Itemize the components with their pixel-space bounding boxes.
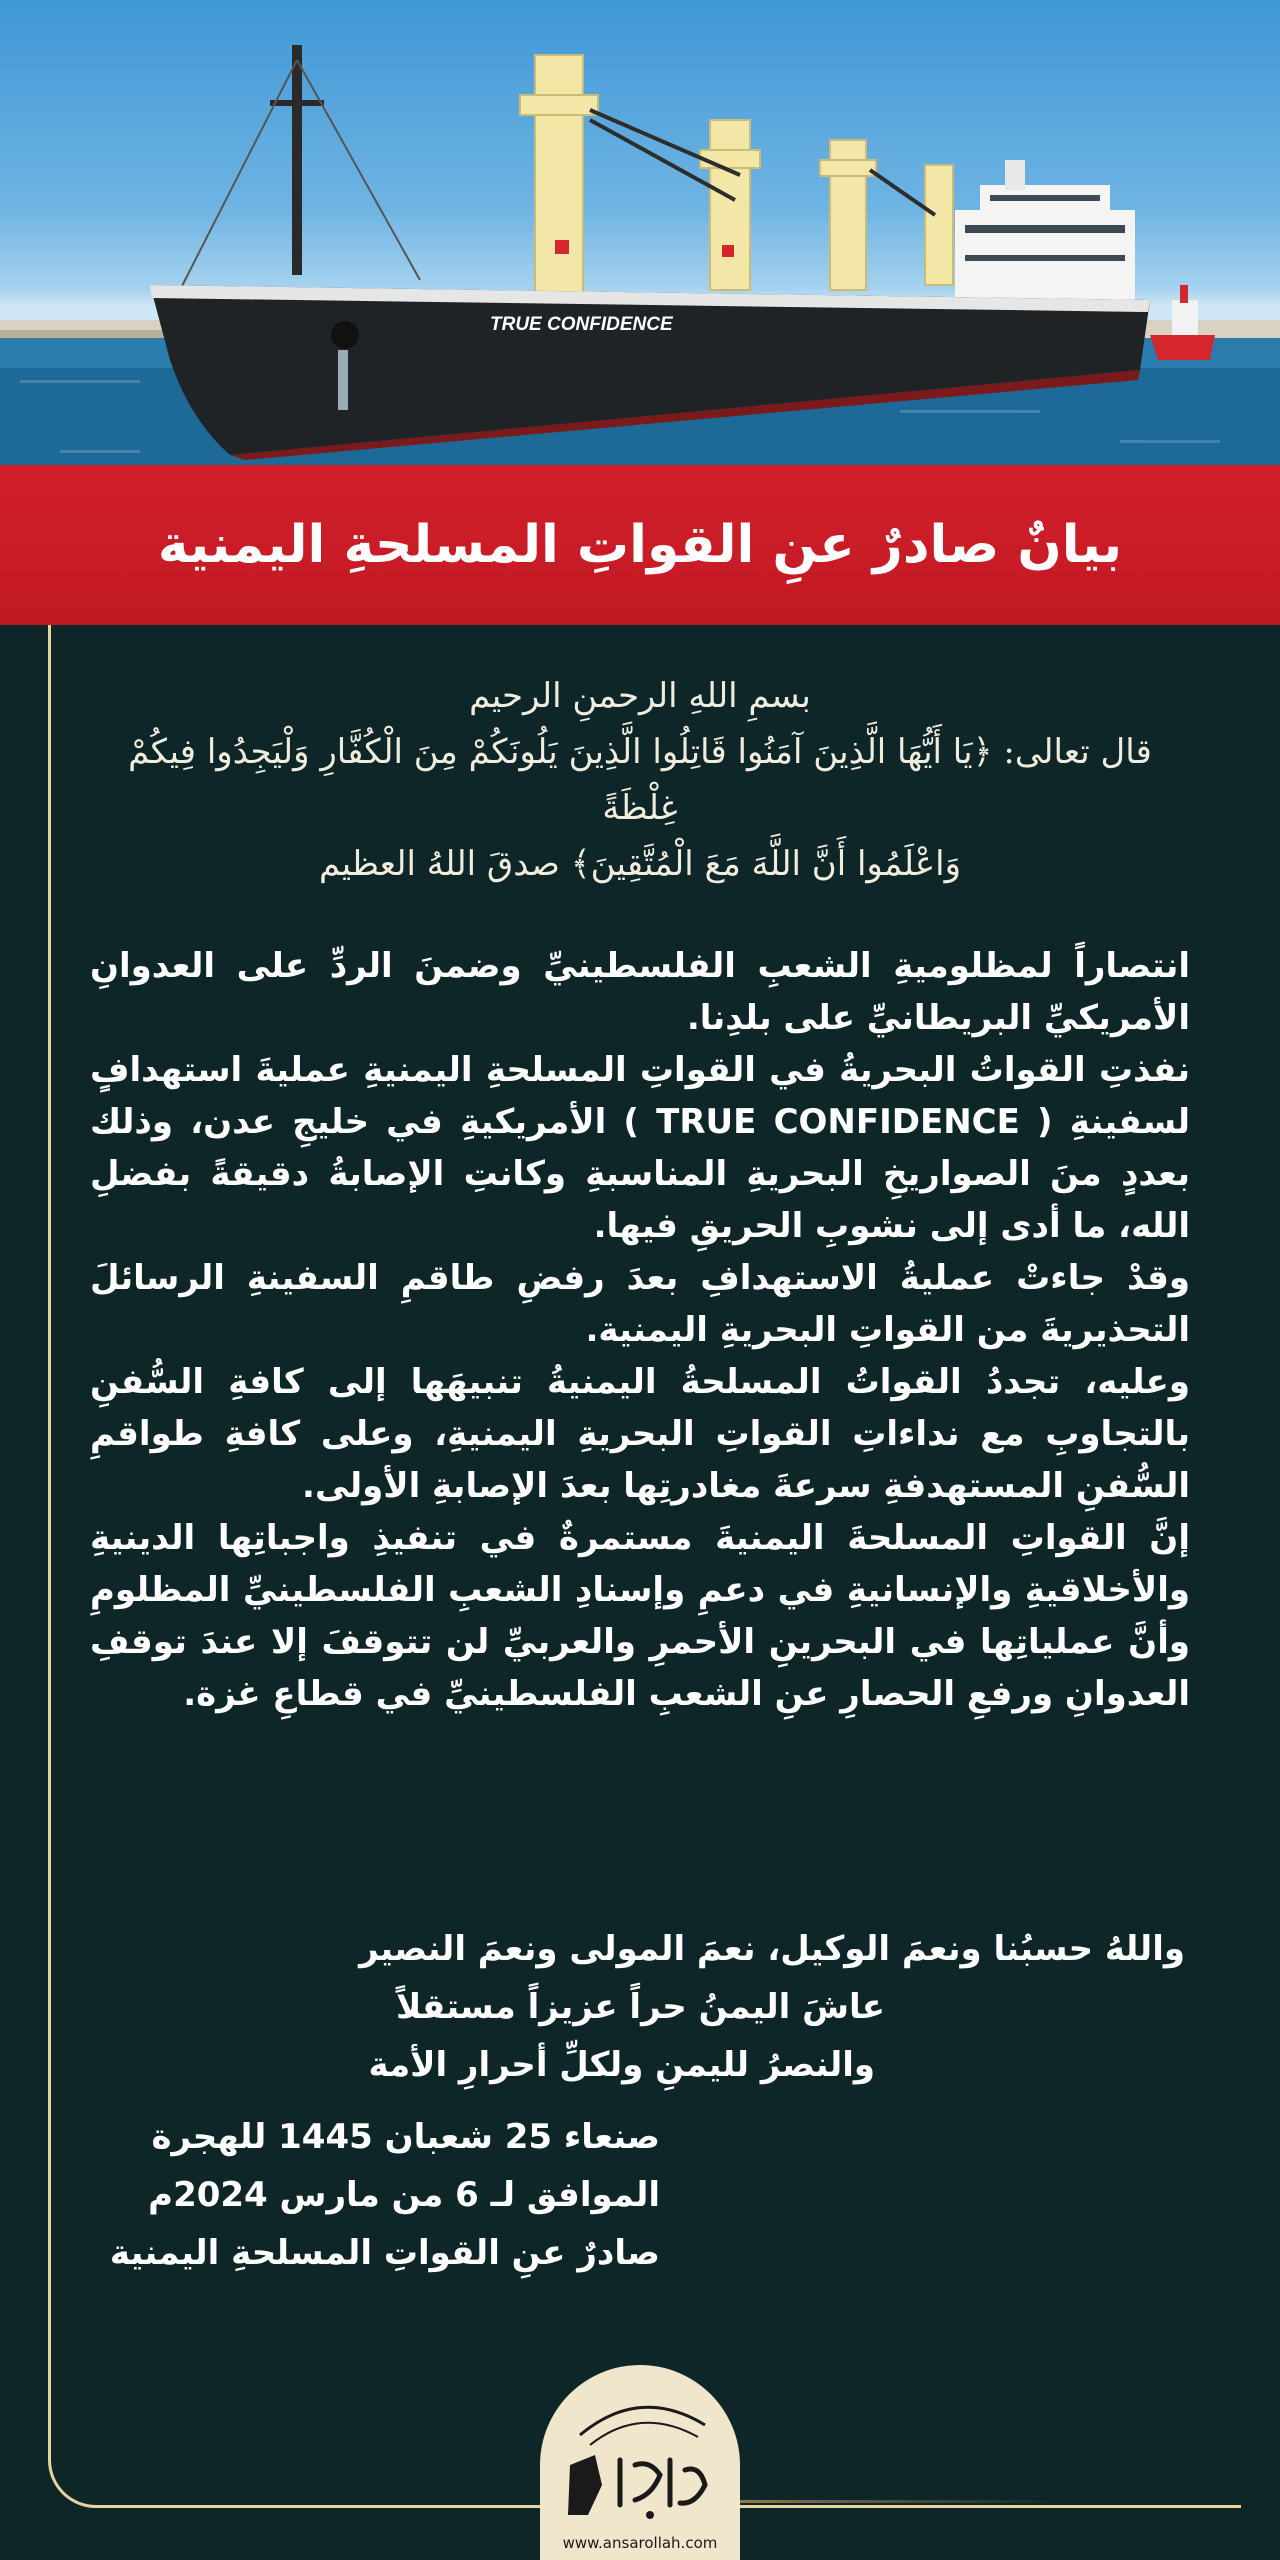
closing-line-3: والنصرُ لليمنِ ولكلِّ أحرارِ الأمة bbox=[368, 2045, 875, 2085]
statement-paragraph: وعليه، تجددُ القواتُ المسلحةُ اليمنيةُ تنبيهَها إلى كافةِ السُّفنِ بالتجاوبِ مع نداءاتِ القواتِ البحريةِ اليمنيةِ، وعلى كافةِ طواقمِ السُّفنِ المستهدفةِ سرعةَ مغادرتِها بعدَ الإصابةِ الأولى. bbox=[90, 1362, 1190, 1506]
quran-verse-line-2: وَاعْلَمُوا أَنَّ اللَّهَ مَعَ الْمُتَّقِينَ﴾ صدقَ اللهُ العظيم bbox=[318, 844, 962, 884]
quran-verse-line-1: قال تعالى: ﴿يَا أَيُّهَا الَّذِينَ آمَنُوا قَاتِلُوا الَّذِينَ يَلُونَكُمْ مِنَ الْكُفَّارِ وَلْيَجِدُوا فِيكُمْ غِلْظَةً bbox=[128, 732, 1152, 828]
logo-emblem-icon bbox=[540, 2365, 740, 2535]
ship-name-text: TRUE CONFIDENCE bbox=[490, 314, 673, 335]
statement-body bbox=[90, 940, 1190, 1720]
statement-paragraph: نفذتِ القواتُ البحريةُ في القواتِ المسلحةِ اليمنيةِ عمليةَ استهدافٍ لسفينةِ ( TRUE CONFIDENCE ) الأمريكيةِ في خليجِ عدن، وذلك بعددٍ منَ الصواريخِ البحريةِ المناسبةِ وكانتِ الإصابةُ دقيقةً بفضلِ الله، ما أدى إلى نشوبِ الحريقِ فيها. bbox=[90, 1050, 1190, 1246]
closing-block bbox=[85, 1920, 1185, 2094]
statement-paragraph: إنَّ القواتِ المسلحةَ اليمنيةَ مستمرةٌ في تنفيذِ واجباتِها الدينيةِ والأخلاقيةِ والإنسانيةِ في دعمِ وإسنادِ الشعبِ الفلسطينيِّ المظلومِ وأنَّ عملياتِها في البحرينِ الأحمرِ والعربيِّ لن تتوقفَ إلا عندَ توقفِ العدوانِ ورفعِ الحصارِ عنِ الشعبِ الفلسطينيِّ في قطاعِ غزة. bbox=[90, 1518, 1190, 1714]
ship-illustration bbox=[0, 0, 1280, 465]
header-photo bbox=[0, 0, 1280, 465]
page-title: بيانٌ صادرٌ عنِ القواتِ المسلحةِ اليمنية bbox=[157, 515, 1123, 575]
statement-paragraph: وقدْ جاءتْ عمليةُ الاستهدافِ بعدَ رفضِ طاقمِ السفينةِ الرسائلَ التحذيريةَ من القواتِ البحريةِ اليمنية. bbox=[90, 1258, 1190, 1350]
title-banner bbox=[0, 465, 1280, 625]
date-hijri: صنعاء 25 شعبان 1445 للهجرة bbox=[151, 2117, 660, 2157]
closing-line-1: واللهُ حسبُنا ونعمَ الوكيل، نعمَ المولى ونعمَ النصير bbox=[359, 1929, 1185, 1969]
issuer-line: صادرٌ عنِ القواتِ المسلحةِ اليمنية bbox=[109, 2233, 660, 2273]
date-gregorian: الموافق لـ 6 من مارس 2024م bbox=[148, 2175, 660, 2215]
signoff-block bbox=[100, 2108, 660, 2282]
closing-line-2: عاشَ اليمنُ حراً عزيزاً مستقلاً bbox=[395, 1987, 885, 2027]
statement-paragraph: انتصاراً لمظلوميةِ الشعبِ الفلسطينيِّ وضمنَ الردِّ على العدوانِ الأمريكيِّ البريطانيِّ على بلدِنا. bbox=[90, 946, 1190, 1038]
bismillah-line: بسمِ اللهِ الرحمنِ الرحيم bbox=[469, 676, 811, 716]
decorative-divider bbox=[740, 2500, 1060, 2503]
ansarollah-logo bbox=[540, 2365, 740, 2560]
website-url: www.ansarollah.com bbox=[562, 2534, 718, 2552]
bismillah-block bbox=[100, 668, 1180, 892]
